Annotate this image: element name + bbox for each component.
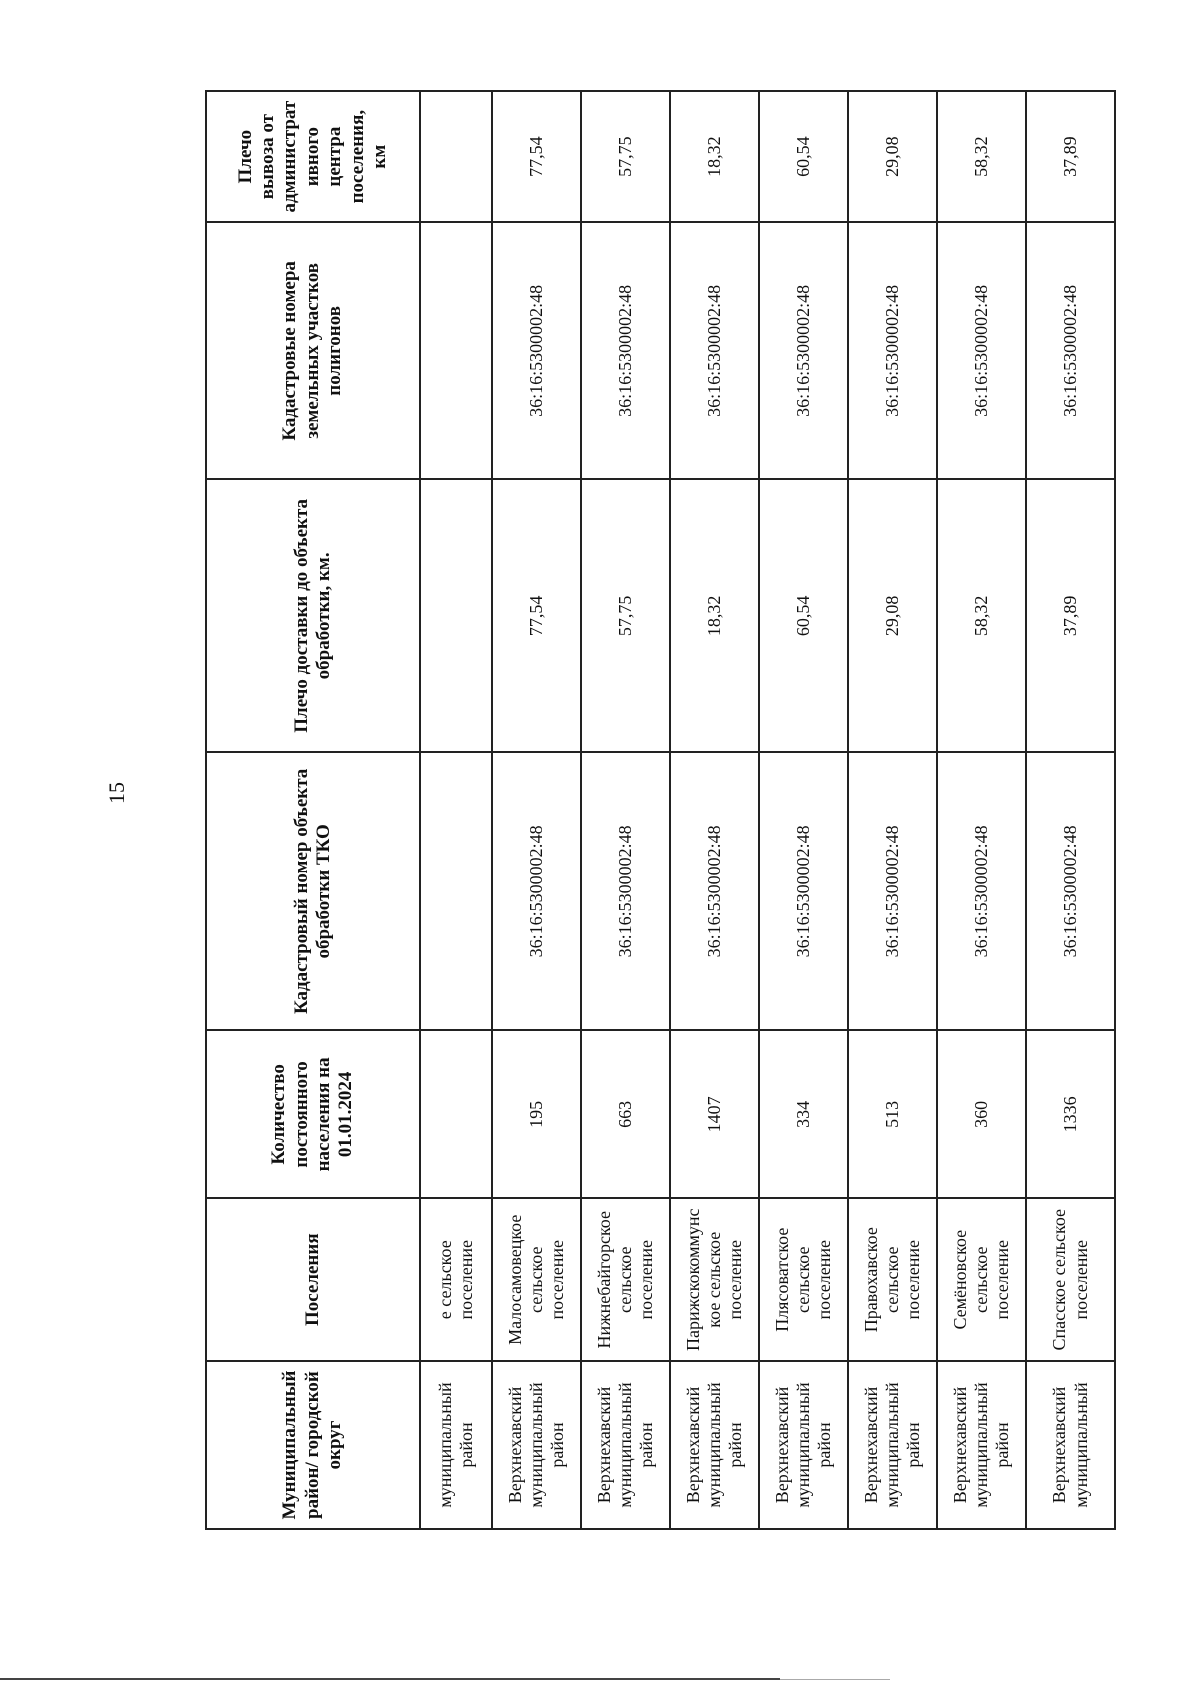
cell-landfill-cadastral: 36:16:5300002:48 (848, 222, 937, 479)
table-row (581, 91, 670, 1529)
cell-district: Верхнехавский муниципальный район (581, 1361, 670, 1529)
cell-district: муниципальный район (420, 1361, 492, 1529)
bottom-divider-faint (780, 1679, 890, 1680)
table-row (670, 91, 759, 1529)
table-row (492, 91, 581, 1529)
cell-removal-distance (420, 91, 492, 222)
cell-removal-distance: 60,54 (759, 91, 848, 222)
header-population: Количество постоянного населения на 01.01.2024 (206, 1030, 420, 1198)
cell-population (420, 1030, 492, 1198)
cell-delivery-distance: 58,32 (937, 479, 1026, 752)
cell-processing-cadastral: 36:16:5300002:48 (581, 752, 670, 1030)
cell-settlement: е сельское поселение (420, 1198, 492, 1361)
table-row (420, 91, 492, 1529)
cell-delivery-distance: 57,75 (581, 479, 670, 752)
cell-settlement: Малосамовецкое сельское поселение (492, 1198, 581, 1361)
cell-removal-distance: 29,08 (848, 91, 937, 222)
header-landfill-cadastral: Кадастровые номера земельных участков полигонов (206, 222, 420, 479)
header-settlements: Поселения (206, 1198, 420, 1361)
cell-population: 1336 (1026, 1030, 1115, 1198)
cell-delivery-distance: 77,54 (492, 479, 581, 752)
rotated-table-container (205, 90, 1116, 1530)
cell-processing-cadastral: 36:16:5300002:48 (759, 752, 848, 1030)
cell-district: Верхнехавский муниципальный (1026, 1361, 1115, 1529)
cell-processing-cadastral: 36:16:5300002:48 (1026, 752, 1115, 1030)
cell-district: Верхнехавский муниципальный район (670, 1361, 759, 1529)
cell-settlement: Нижнебайгорское сельское поселение (581, 1198, 670, 1361)
header-processing-cadastral: Кадастровый номер объекта обработки ТКО (206, 752, 420, 1030)
cell-removal-distance: 77,54 (492, 91, 581, 222)
cell-district: Верхнехавский муниципальный район (759, 1361, 848, 1529)
table-row (759, 91, 848, 1529)
cell-settlement: Парижскокоммунское сельское поселение (670, 1198, 759, 1361)
cell-district: Верхнехавский муниципальный район (492, 1361, 581, 1529)
cell-delivery-distance: 18,32 (670, 479, 759, 752)
cell-processing-cadastral: 36:16:5300002:48 (670, 752, 759, 1030)
table-row (937, 91, 1026, 1529)
cell-processing-cadastral: 36:16:5300002:48 (848, 752, 937, 1030)
cell-removal-distance: 58,32 (937, 91, 1026, 222)
cell-settlement: Спасское сельское поселение (1026, 1198, 1115, 1361)
cell-landfill-cadastral: 36:16:5300002:48 (1026, 222, 1115, 479)
cell-processing-cadastral (420, 752, 492, 1030)
cell-landfill-cadastral: 36:16:5300002:48 (492, 222, 581, 479)
cell-population: 513 (848, 1030, 937, 1198)
cell-landfill-cadastral (420, 222, 492, 479)
settlements-table (205, 90, 1116, 1530)
cell-delivery-distance: 37,89 (1026, 479, 1115, 752)
cell-settlement: Семёновское сельское поселение (937, 1198, 1026, 1361)
cell-landfill-cadastral: 36:16:5300002:48 (670, 222, 759, 479)
cell-processing-cadastral: 36:16:5300002:48 (937, 752, 1026, 1030)
header-delivery-distance: Плечо доставки до объекта обработки, км. (206, 479, 420, 752)
cell-removal-distance: 57,75 (581, 91, 670, 222)
table-header-row (206, 91, 420, 1529)
header-removal-distance: Плечо вывоза от административного центра поселения, км (206, 91, 420, 222)
cell-landfill-cadastral: 36:16:5300002:48 (937, 222, 1026, 479)
cell-landfill-cadastral: 36:16:5300002:48 (581, 222, 670, 479)
cell-population: 663 (581, 1030, 670, 1198)
cell-population: 360 (937, 1030, 1026, 1198)
cell-district: Верхнехавский муниципальный район (848, 1361, 937, 1529)
cell-removal-distance: 37,89 (1026, 91, 1115, 222)
cell-population: 334 (759, 1030, 848, 1198)
cell-population: 195 (492, 1030, 581, 1198)
cell-district: Верхнехавский муниципальный район (937, 1361, 1026, 1529)
table-row (848, 91, 937, 1529)
cell-processing-cadastral: 36:16:5300002:48 (492, 752, 581, 1030)
cell-landfill-cadastral: 36:16:5300002:48 (759, 222, 848, 479)
table-row (1026, 91, 1115, 1529)
cell-settlement: Правохавское сельское поселение (848, 1198, 937, 1361)
header-municipal-district: Муниципальный район/ городской округ (206, 1361, 420, 1529)
cell-removal-distance: 18,32 (670, 91, 759, 222)
cell-population: 1407 (670, 1030, 759, 1198)
cell-delivery-distance: 60,54 (759, 479, 848, 752)
cell-delivery-distance: 29,08 (848, 479, 937, 752)
page-number: 15 (104, 782, 129, 804)
bottom-divider (0, 1678, 780, 1680)
cell-delivery-distance (420, 479, 492, 752)
cell-settlement: Плясоватское сельское поселение (759, 1198, 848, 1361)
